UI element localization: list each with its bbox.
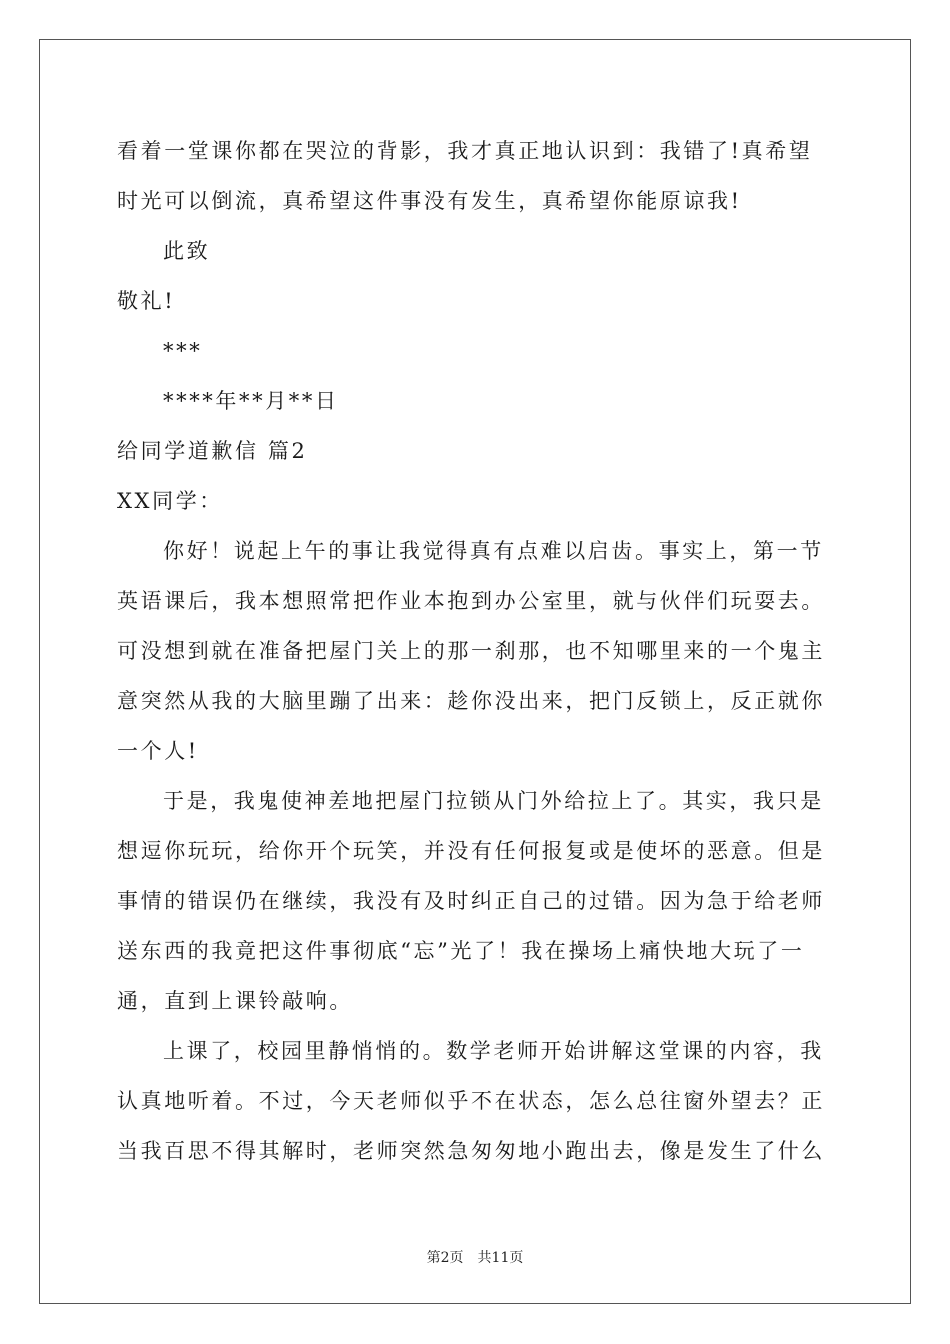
text-line: 认真地听着。不过，今天老师似乎不在状态，怎么总往窗外望去？正	[117, 1089, 825, 1113]
text-line: 时光可以倒流，真希望这件事没有发生，真希望你能原谅我!	[117, 189, 742, 213]
text-line: 事情的错误仍在继续，我没有及时纠正自己的过错。因为急于给老师	[117, 889, 825, 913]
text-line: 看着一堂课你都在哭泣的背影，我才真正地认识到：我错了!真希望	[117, 139, 813, 163]
text-line: 此致	[163, 239, 211, 263]
text-line: 你好！说起上午的事让我觉得真有点难以启齿。事实上，第一节	[163, 539, 824, 563]
document-body	[117, 126, 835, 1176]
text-line: 英语课后，我本想照常把作业本抱到办公室里，就与伙伴们玩耍去。	[117, 589, 825, 613]
text-line: 意突然从我的大脑里蹦了出来：趁你没出来，把门反锁上，反正就你	[117, 689, 825, 713]
text-line: XX同学：	[117, 489, 223, 513]
text-line: 敬礼!	[117, 289, 176, 313]
text-line: ***	[163, 339, 203, 363]
text-line: 一个人!	[117, 739, 199, 763]
text-line: 于是，我鬼使神差地把屋门拉锁从门外给拉上了。其实，我只是	[163, 789, 824, 813]
text-line: ****年**月**日	[163, 389, 339, 413]
page-total: 共11页	[477, 1250, 524, 1266]
text-line: 上课了，校园里静悄悄的。数学老师开始讲解这堂课的内容，我	[163, 1039, 824, 1063]
text-line: 送东西的我竟把这件事彻底“忘”光了！我在操场上痛快地大玩了一	[117, 939, 805, 963]
page-number: 第2页	[426, 1250, 464, 1266]
text-line: 当我百思不得其解时，老师突然急匆匆地小跑出去，像是发生了什么	[117, 1139, 825, 1163]
page-footer	[0, 1247, 950, 1267]
text-line: 想逗你玩玩，给你开个玩笑，并没有任何报复或是使坏的恶意。但是	[117, 839, 825, 863]
text-line: 可没想到就在准备把屋门关上的那一刹那，也不知哪里来的一个鬼主	[117, 639, 825, 663]
text-line: 通，直到上课铃敲响。	[117, 989, 353, 1013]
text-line: 给同学道歉信 篇2	[117, 439, 308, 463]
